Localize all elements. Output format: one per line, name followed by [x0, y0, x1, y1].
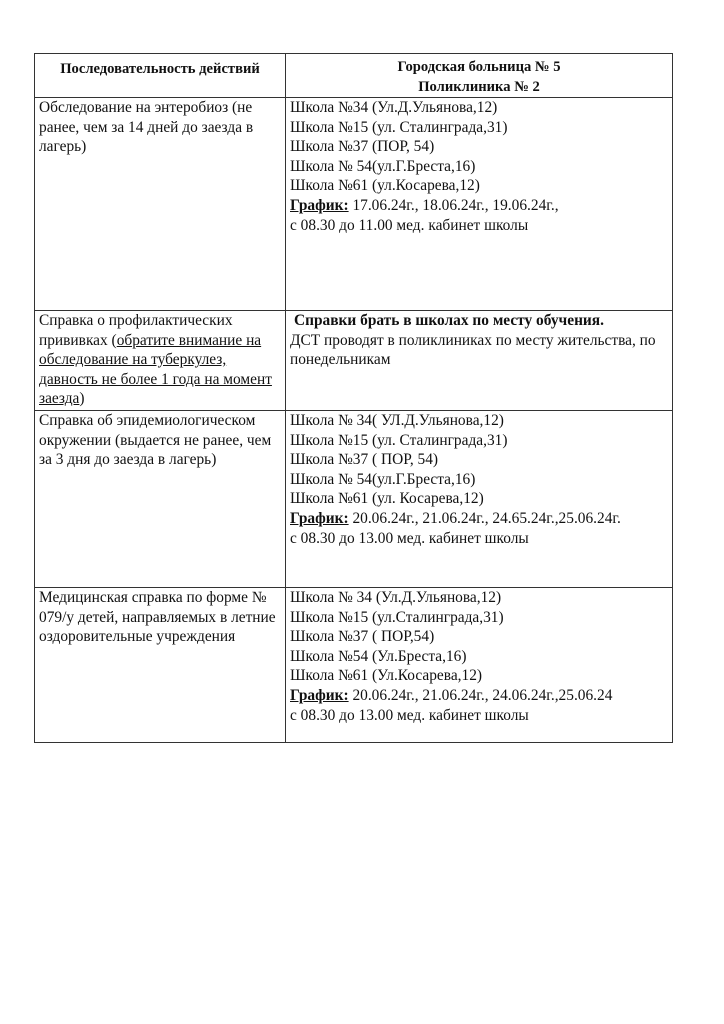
- row-action-cell: [35, 411, 286, 588]
- school-line: Школа №61 (Ул.Косарева,12): [290, 667, 483, 685]
- schedule-label: График:: [290, 509, 349, 527]
- header-hospital-name: Городская больница № 5: [397, 59, 561, 75]
- school-line: Школа №61 (ул. Косарева,12): [290, 490, 484, 508]
- school-line: Школа №37 ( ПОР,54): [290, 628, 435, 646]
- schedule-label: График:: [290, 196, 349, 214]
- school-line: Школа № 34( УЛ.Д.Ульянова,12): [290, 412, 504, 429]
- row-action-text: [39, 311, 281, 409]
- action-text-plain: Справка о профилактических прививках (: [39, 312, 233, 349]
- schedule-line: [290, 686, 668, 706]
- header-col1-text: Последовательность действий: [60, 61, 260, 77]
- header-hospital: [286, 54, 673, 98]
- schedule-time: с 08.30 до 11.00 мед. кабинет школы: [290, 216, 529, 234]
- row-location-cell: [286, 98, 673, 311]
- row-action-text: Справка об эпидемиологическом окружении (выдается не ранее, чем за 3 дня до заезда в лагерь): [39, 412, 272, 469]
- schedule-table: [34, 53, 673, 743]
- action-text-underlined: обратите внимание на обследование на туберкулез, давность не более 1 года на момент заезда: [39, 331, 272, 408]
- row-action-text: Обследование на энтеробиоз (не ранее, чем за 14 дней до заезда в лагерь): [39, 99, 254, 156]
- row-location-cell: [286, 588, 673, 743]
- school-line: Школа № 54(ул.Г.Бреста,16): [290, 470, 476, 488]
- row-action-cell: [35, 311, 286, 411]
- header-actions-sequence: [35, 54, 286, 98]
- schedule-label: График:: [290, 686, 349, 704]
- action-text-close: ): [79, 390, 85, 408]
- table-header-row: [35, 54, 673, 98]
- certificate-note-text: ДСТ проводят в поликлиниках по месту жительства, по понедельникам: [290, 331, 656, 369]
- certificate-note-bold: Справки брать в школах по месту обучения.: [294, 312, 604, 329]
- schedule-line: [290, 196, 668, 216]
- school-line: Школа №34 (Ул.Д.Ульянова,12): [290, 99, 498, 116]
- school-line: Школа №54 (Ул.Бреста,16): [290, 647, 467, 665]
- row-action-text: Медицинская справка по форме № 079/у детей, направляемых в летние оздоровительные учреждения: [39, 589, 276, 646]
- table-row: [35, 98, 673, 311]
- header-polyclinic-name: Поликлиника № 2: [418, 79, 540, 95]
- table-row: [35, 411, 673, 588]
- school-line: Школа №61 (ул.Косарева,12): [290, 177, 480, 195]
- row-action-cell: [35, 98, 286, 311]
- school-line: Школа № 34 (Ул.Д.Ульянова,12): [290, 589, 502, 606]
- school-line: Школа №15 (ул. Сталинграда,31): [290, 431, 508, 449]
- schedule-time: с 08.30 до 13.00 мед. кабинет школы: [290, 529, 529, 547]
- row-action-cell: [35, 588, 286, 743]
- school-line: Школа №37 ( ПОР, 54): [290, 451, 439, 469]
- table-row: [35, 311, 673, 411]
- school-line: Школа №15 (ул. Сталинграда,31): [290, 118, 508, 136]
- schedule-dates: 17.06.24г., 18.06.24г., 19.06.24г.,: [348, 196, 559, 214]
- row-location-cell: [286, 311, 673, 411]
- school-line: Школа №15 (ул.Сталинграда,31): [290, 608, 504, 626]
- schedule-time: с 08.30 до 13.00 мед. кабинет школы: [290, 706, 529, 724]
- school-line: Школа №37 (ПОР, 54): [290, 138, 435, 156]
- school-line: Школа № 54(ул.Г.Бреста,16): [290, 157, 476, 175]
- schedule-line: [290, 509, 668, 529]
- table-row: [35, 588, 673, 743]
- schedule-dates: 20.06.24г., 21.06.24г., 24.06.24г.,25.06.24: [348, 686, 613, 704]
- row-location-cell: [286, 411, 673, 588]
- schedule-dates: 20.06.24г., 21.06.24г., 24.65.24г.,25.06.24г.: [348, 509, 621, 527]
